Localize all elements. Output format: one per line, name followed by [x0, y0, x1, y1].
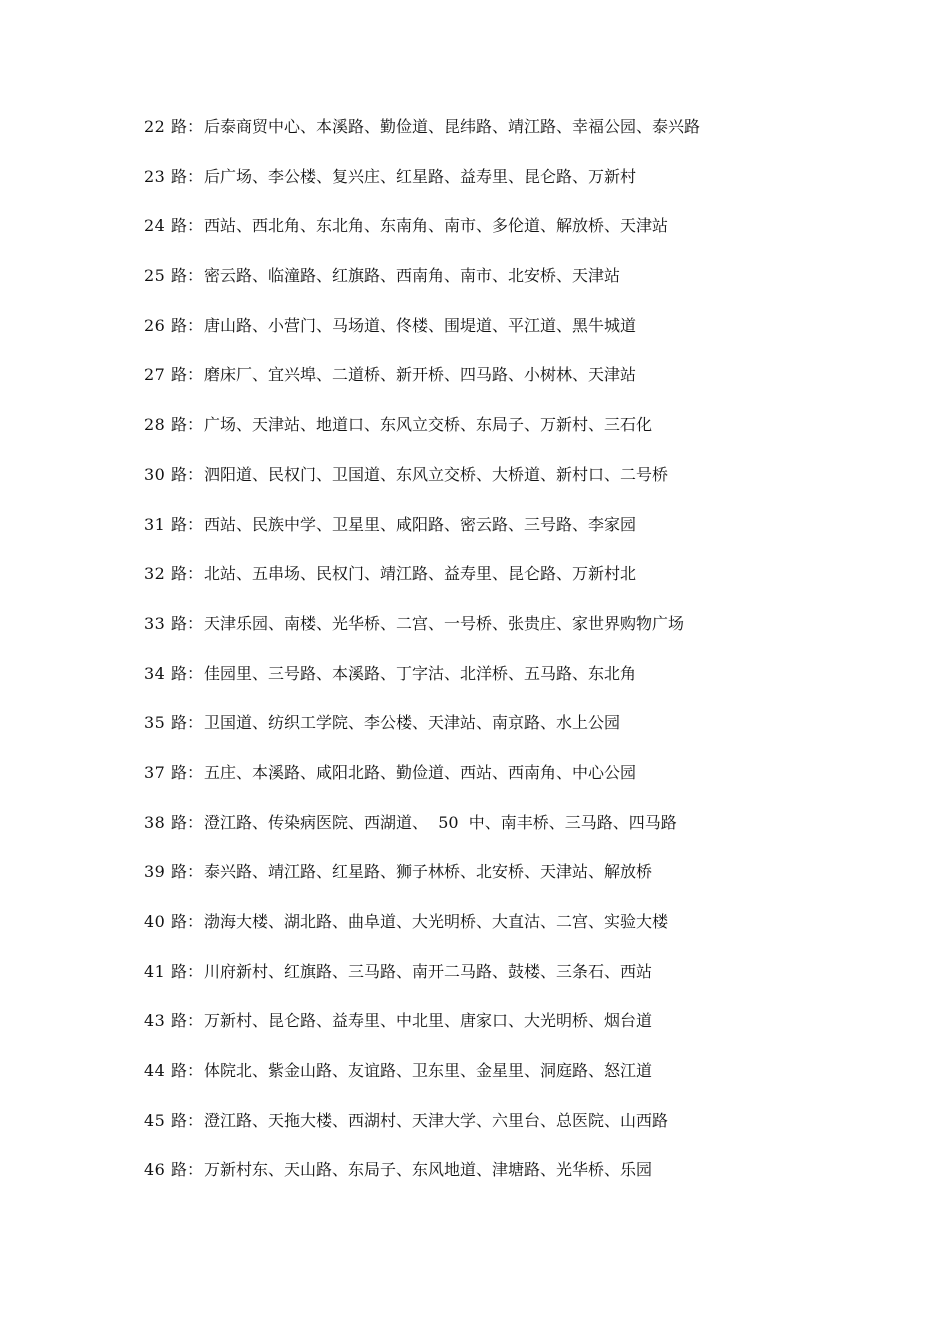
route-suffix: 路	[171, 812, 188, 832]
route-stops: 唐山路、小营门、马场道、佟楼、围堤道、平江道、黑牛城道	[204, 315, 637, 335]
route-number: 44	[144, 1061, 166, 1081]
route-line	[144, 362, 904, 412]
route-line	[144, 661, 904, 711]
route-line	[144, 114, 904, 164]
route-line	[144, 859, 904, 909]
route-colon: ：	[187, 365, 204, 385]
route-colon: ：	[187, 713, 204, 733]
route-number: 46	[144, 1160, 166, 1180]
route-suffix: 路	[171, 266, 188, 286]
route-line	[144, 760, 904, 810]
route-suffix: 路	[171, 464, 188, 484]
route-colon: ：	[187, 912, 204, 931]
route-line	[144, 810, 904, 860]
route-colon: ：	[187, 1160, 204, 1180]
bus-route-list	[144, 114, 904, 1207]
route-colon: ：	[187, 266, 204, 286]
route-line	[144, 909, 904, 959]
route-suffix: 路	[171, 216, 188, 236]
route-line	[144, 412, 904, 462]
route-stops: 泗阳道、民权门、卫国道、东风立交桥、大桥道、新村口、二号桥	[204, 464, 669, 484]
route-colon: ：	[187, 862, 204, 882]
route-stops: 川府新村、红旗路、三马路、南开二马路、鼓楼、三条石、西站	[204, 961, 653, 981]
route-suffix: 路	[171, 315, 188, 335]
route-number: 41	[144, 961, 166, 981]
route-suffix: 路	[171, 1160, 188, 1180]
route-number: 28	[144, 415, 166, 435]
route-suffix: 路	[171, 762, 188, 782]
route-suffix: 路	[171, 166, 188, 186]
route-suffix: 路	[171, 564, 188, 584]
route-line	[144, 263, 904, 313]
route-number: 33	[144, 613, 166, 633]
route-stops: 西站、民族中学、卫星里、咸阳路、密云路、三号路、李家园	[204, 514, 637, 534]
route-stops: 万新村、昆仑路、益寿里、中北里、唐家口、大光明桥、烟台道	[204, 1011, 653, 1031]
route-number: 37	[144, 762, 166, 782]
route-line	[144, 164, 904, 214]
route-colon: ：	[187, 464, 204, 484]
route-suffix: 路	[171, 514, 188, 534]
route-number: 32	[144, 564, 166, 584]
route-colon: ：	[187, 564, 204, 584]
route-colon: ：	[187, 117, 204, 136]
route-number: 25	[144, 266, 166, 286]
route-suffix: 路	[171, 117, 188, 136]
route-stops: 北站、五串场、民权门、靖江路、益寿里、昆仑路、万新村北	[204, 564, 637, 584]
route-line	[144, 313, 904, 363]
route-stops: 卫国道、纺织工学院、李公楼、天津站、南京路、水上公园	[204, 713, 621, 733]
route-line	[144, 462, 904, 512]
route-suffix: 路	[171, 713, 188, 733]
route-number: 26	[144, 315, 166, 335]
route-suffix: 路	[171, 1110, 188, 1130]
route-stops: 西站、西北角、东北角、东南角、南市、多伦道、解放桥、天津站	[204, 216, 669, 236]
route-stops: 体院北、紫金山路、友谊路、卫东里、金星里、洞庭路、怒江道	[204, 1061, 653, 1081]
route-stops: 万新村东、天山路、东局子、东风地道、津塘路、光华桥、乐园	[204, 1160, 653, 1180]
route-number: 23	[144, 166, 166, 186]
route-colon: ：	[187, 166, 204, 186]
route-suffix: 路	[171, 862, 188, 882]
route-stops: 泰兴路、靖江路、红星路、狮子林桥、北安桥、天津站、解放桥	[204, 862, 653, 882]
route-stops: 后广场、李公楼、复兴庄、红星路、益寿里、昆仑路、万新村	[204, 166, 637, 186]
route-line	[144, 959, 904, 1009]
route-number: 39	[144, 862, 166, 882]
route-stops: 渤海大楼、湖北路、曲阜道、大光明桥、大直沽、二宫、实验大楼	[204, 912, 669, 931]
route-colon: ：	[187, 1061, 204, 1081]
route-colon: ：	[187, 1011, 204, 1031]
route-stops: 磨床厂、宜兴埠、二道桥、新开桥、四马路、小树林、天津站	[204, 365, 637, 385]
route-line	[144, 213, 904, 263]
route-line	[144, 1008, 904, 1058]
route-suffix: 路	[171, 1011, 188, 1031]
route-colon: ：	[187, 315, 204, 335]
route-line	[144, 611, 904, 661]
route-number: 35	[144, 713, 166, 733]
route-line	[144, 1058, 904, 1108]
route-number: 43	[144, 1011, 166, 1031]
route-colon: ：	[187, 762, 204, 782]
route-stops: 广场、天津站、地道口、东风立交桥、东局子、万新村、三石化	[204, 415, 653, 435]
route-colon: ：	[187, 663, 204, 683]
route-suffix: 路	[171, 961, 188, 981]
route-number: 34	[144, 663, 166, 683]
route-number: 22	[144, 117, 166, 136]
route-stops: 澄江路、传染病医院、西湖道、 50 中、南丰桥、三马路、四马路	[204, 812, 677, 832]
route-suffix: 路	[171, 365, 188, 385]
route-colon: ：	[187, 613, 204, 633]
route-stops: 五庄、本溪路、咸阳北路、勤俭道、西站、西南角、中心公园	[204, 762, 637, 782]
route-suffix: 路	[171, 663, 188, 683]
route-stops: 澄江路、天拖大楼、西湖村、天津大学、六里台、总医院、山西路	[204, 1110, 669, 1130]
route-number: 38	[144, 812, 166, 832]
route-line	[144, 561, 904, 611]
route-colon: ：	[187, 415, 204, 435]
route-stops: 密云路、临潼路、红旗路、西南角、南市、北安桥、天津站	[204, 266, 621, 286]
route-number: 31	[144, 514, 166, 534]
route-stops: 后泰商贸中心、本溪路、勤俭道、昆纬路、靖江路、幸福公园、泰兴路	[204, 117, 701, 136]
route-number: 24	[144, 216, 166, 236]
route-line	[144, 710, 904, 760]
route-suffix: 路	[171, 1061, 188, 1081]
route-number: 30	[144, 464, 166, 484]
route-stops: 佳园里、三号路、本溪路、丁字沽、北洋桥、五马路、东北角	[204, 663, 637, 683]
route-colon: ：	[187, 961, 204, 981]
route-line	[144, 1157, 904, 1207]
route-line	[144, 512, 904, 562]
route-suffix: 路	[171, 613, 188, 633]
route-suffix: 路	[171, 415, 188, 435]
route-stops: 天津乐园、南楼、光华桥、二宫、一号桥、张贵庄、家世界购物广场	[204, 613, 685, 633]
route-colon: ：	[187, 514, 204, 534]
route-number: 45	[144, 1110, 166, 1130]
route-colon: ：	[187, 1110, 204, 1130]
route-suffix: 路	[171, 912, 188, 931]
route-number: 27	[144, 365, 166, 385]
route-colon: ：	[187, 812, 204, 832]
route-line	[144, 1108, 904, 1158]
route-number: 40	[144, 912, 166, 931]
route-colon: ：	[187, 216, 204, 236]
